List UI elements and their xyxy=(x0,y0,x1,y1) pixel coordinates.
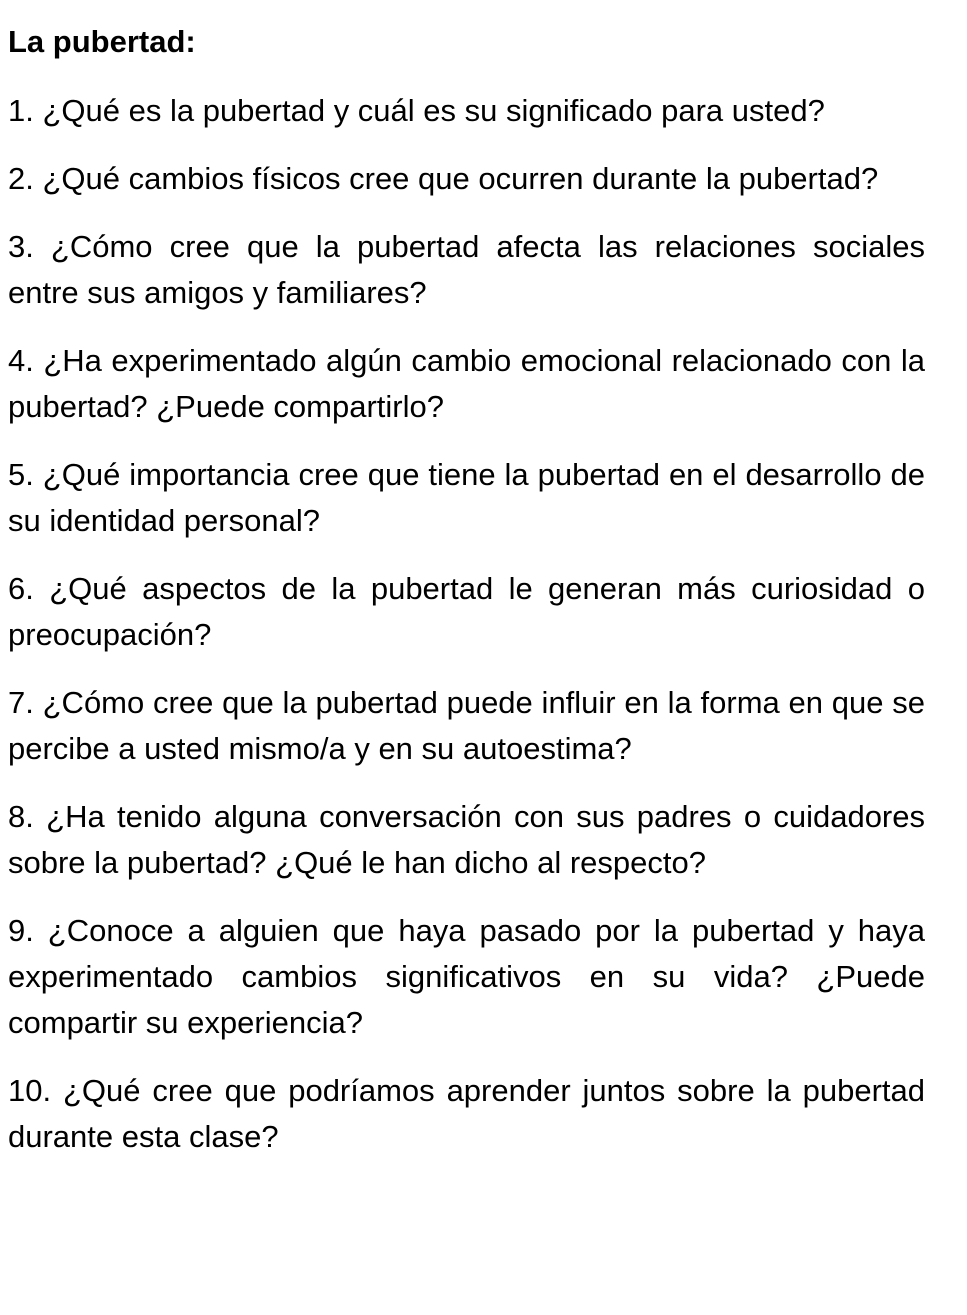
question-6: 6. ¿Qué aspectos de la pubertad le generan más curiosidad o preocupación? xyxy=(8,571,925,652)
question-3: 3. ¿Cómo cree que la pubertad afecta las relaciones sociales entre sus amigos y familiares? xyxy=(8,229,925,310)
question-2: 2. ¿Qué cambios físicos cree que ocurren durante la pubertad? xyxy=(8,161,879,196)
question-list xyxy=(8,88,925,1160)
document-title: La pubertad: xyxy=(8,24,196,59)
question-10: 10. ¿Qué cree que podríamos aprender juntos sobre la pubertad durante esta clase? xyxy=(8,1073,925,1154)
question-8: 8. ¿Ha tenido alguna conversación con sus padres o cuidadores sobre la pubertad? ¿Qué le han dicho al respecto? xyxy=(8,799,925,880)
question-4: 4. ¿Ha experimentado algún cambio emocional relacionado con la pubertad? ¿Puede compartirlo? xyxy=(8,343,925,424)
question-7: 7. ¿Cómo cree que la pubertad puede influir en la forma en que se percibe a usted mismo/a y en su autoestima? xyxy=(8,685,925,766)
question-9: 9. ¿Conoce a alguien que haya pasado por la pubertad y haya experimentado cambios significativos en su vida? ¿Puede compartir su experiencia? xyxy=(8,913,925,1040)
question-5: 5. ¿Qué importancia cree que tiene la pubertad en el desarrollo de su identidad personal? xyxy=(8,457,925,538)
question-1: 1. ¿Qué es la pubertad y cuál es su significado para usted? xyxy=(8,93,825,128)
